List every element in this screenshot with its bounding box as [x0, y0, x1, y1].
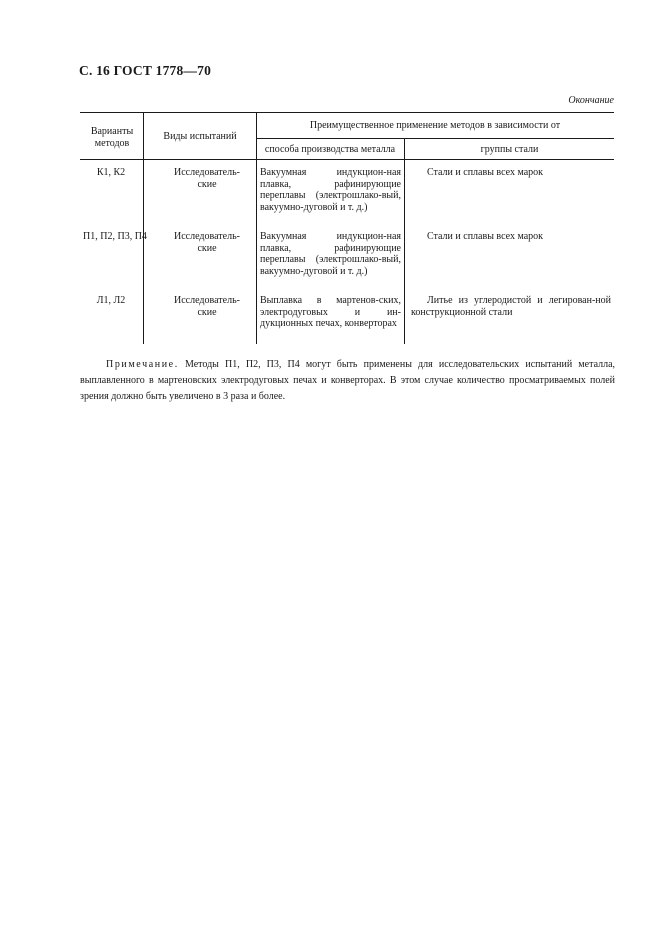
- header-steel-group: группы стали: [480, 144, 539, 155]
- note-label: Примечание.: [106, 359, 179, 370]
- column-divider-3: [404, 138, 405, 344]
- row3-methods: Л1, Л2: [96, 295, 126, 306]
- row3-test-type: Исследователь-ские: [174, 295, 240, 318]
- column-divider-2: [256, 112, 257, 344]
- row2-test-type: Исследователь-ские: [174, 231, 240, 254]
- note-text: Методы П1, П2, П3, П4 могут быть применены для исследовательских испытаний металла, выплавленного в мартеновских электродуговых печах и конверторах. В этом случае количество просматриваемых полей зрения должно быть увеличено в 3 раза и более.: [80, 359, 616, 402]
- row2-methods: П1, П2, П3, П4: [83, 231, 147, 242]
- header-preferred-application: Преимущественное применение методов в зависимости от: [309, 120, 561, 131]
- row3-steel-group: Литье из углеродистой и легирован-ной конструкционной стали: [411, 295, 611, 318]
- header-bottom-rule: [80, 159, 614, 160]
- row1-test-type: Исследователь-ские: [174, 167, 240, 190]
- header-methods: Варианты методов: [90, 126, 134, 149]
- row3-production: Выплавка в мартенов-ских, электродуговых и ин-дукционных печах, конверторах: [260, 295, 401, 329]
- header-test-types: Виды испытаний: [163, 131, 237, 142]
- subheader-rule: [257, 138, 614, 139]
- continuation-label: Окончание: [568, 95, 614, 106]
- row1-methods: К1, К2: [96, 167, 126, 178]
- table-note: [80, 357, 615, 405]
- table-top-rule: [80, 112, 614, 113]
- page-header: С. 16 ГОСТ 1778—70: [79, 63, 212, 78]
- methods-table: [80, 112, 614, 344]
- header-production-method: способа производства металла: [264, 144, 396, 155]
- row2-steel-group: Стали и сплавы всех марок: [427, 231, 543, 242]
- column-divider-1: [143, 112, 144, 344]
- row2-production: Вакуумная индукцион-ная плавка, рафинирующие переплавы (электрошлако-вый, вакуумно-дуговой и т. д.): [260, 231, 401, 277]
- row1-production: Вакуумная индукцион-ная плавка, рафинирующие переплавы (электрошлако-вый, вакуумно-дуговой и т. д.): [260, 167, 401, 213]
- row1-steel-group: Стали и сплавы всех марок: [427, 167, 543, 178]
